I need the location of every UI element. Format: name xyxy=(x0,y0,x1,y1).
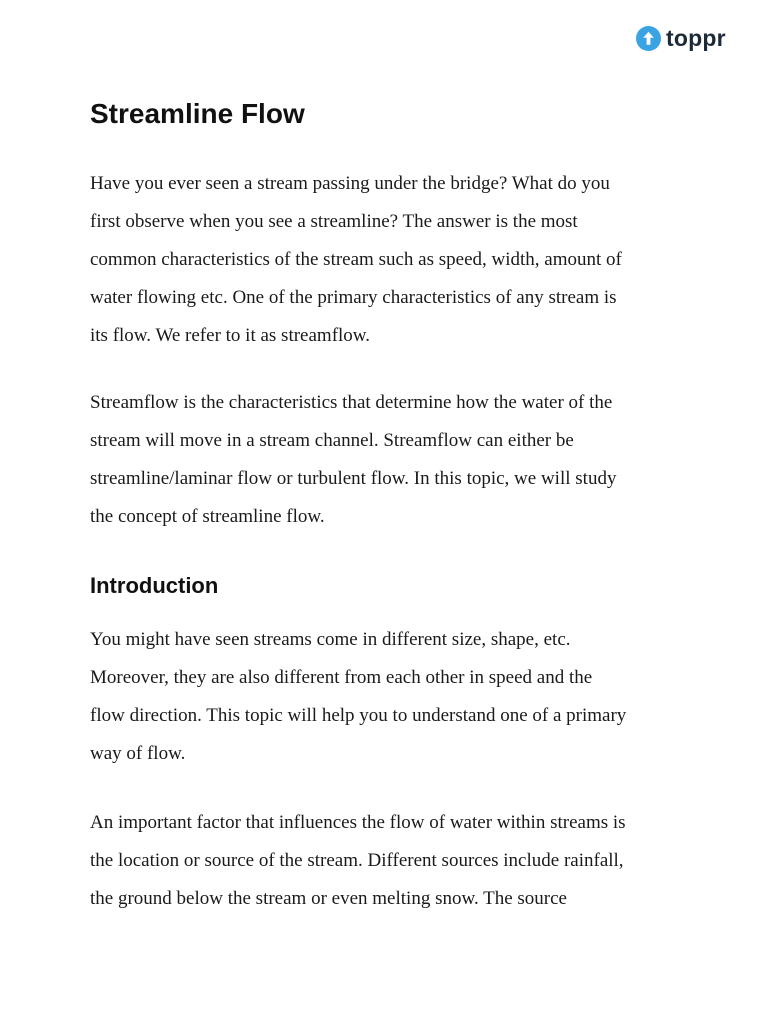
intro-paragraph-2 xyxy=(90,384,616,536)
text-line: flow direction. This topic will help you to understand one of a primary xyxy=(90,705,627,726)
text-line: streamline/laminar flow or turbulent flow. In this topic, we will study xyxy=(90,468,617,489)
section-paragraph-1 xyxy=(90,621,626,773)
section-heading-introduction: Introduction xyxy=(90,573,219,598)
text-line: the location or source of the stream. Different sources include rainfall, xyxy=(90,850,624,871)
text-line: water flowing etc. One of the primary characteristics of any stream is xyxy=(90,287,617,308)
text-line: its flow. We refer to it as streamflow. xyxy=(90,325,371,346)
text-line: the ground below the stream or even melting snow. The source xyxy=(90,888,567,909)
page-title: Streamline Flow xyxy=(90,98,305,129)
text-line: You might have seen streams come in different size, shape, etc. xyxy=(90,629,571,650)
text-line: Streamflow is the characteristics that determine how the water of the xyxy=(90,392,613,413)
text-line: common characteristics of the stream such as speed, width, amount of xyxy=(90,249,622,270)
text-line: Moreover, they are also different from each other in speed and the xyxy=(90,667,593,688)
text-line: the concept of streamline flow. xyxy=(90,506,325,527)
upload-arrow-icon xyxy=(636,26,661,51)
text-line: first observe when you see a streamline? The answer is the most xyxy=(90,211,578,232)
brand-logo xyxy=(636,26,726,51)
text-line: An important factor that influences the flow of water within streams is xyxy=(90,812,626,833)
text-line: way of flow. xyxy=(90,743,186,764)
section-paragraph-2 xyxy=(90,804,626,918)
text-line: stream will move in a stream channel. Streamflow can either be xyxy=(90,430,574,451)
brand-name: toppr xyxy=(666,25,726,51)
text-line: Have you ever seen a stream passing under the bridge? What do you xyxy=(90,173,610,194)
intro-paragraph-1 xyxy=(90,165,622,355)
